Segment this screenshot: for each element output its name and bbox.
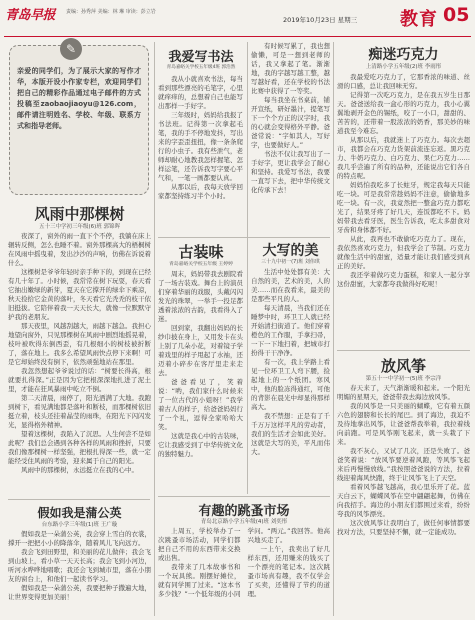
editor-credits: 责编：孙秀萍 美编：林 琳 审读：彭立岩 xyxy=(66,9,156,15)
column-divider xyxy=(154,42,155,616)
paragraph: 回到家，我翻出妈妈的长纱巾披在身上，又用发卡在头上别了几朵小花，对着镜子学着戏里的样子甩起了水袖，还迈着小碎步在客厅里走来走去。 xyxy=(158,324,243,377)
article-body xyxy=(158,270,243,492)
article-title: 大写的美 xyxy=(262,243,319,259)
paragraph: 春天来了，天气渐渐暖和起来。一个阳光明媚的星期天，爸爸带我去海边放风筝。 xyxy=(337,384,470,401)
paragraph: 上周五，学校举办了一次跳蚤市场活动，同学们都把自己不用的东西带来交换或出售。 xyxy=(158,527,241,562)
header-divider xyxy=(4,36,471,37)
paragraph: 书法不仅让我写出了一手好字，更让我学会了耐心和坚持。我爱写书法，我要一直写下去，把中华传统文化传承下去！ xyxy=(251,150,330,194)
paragraph: 每天清晨，当我们还在睡梦中时，环卫工人就已经开始清扫街道了。他们穿着橙色的工作服，手拿扫帚，一下一下地扫着，把城市打扮得干干净净。 xyxy=(251,304,330,357)
paragraph: 望着这棵树，我陷入了沉思。人生何尝不是如此呢？我们总会遇到各种各样的风雨和挫折，只要我们像那棵树一样坚强，把根扎得深一些，就一定能经受住风雨的考验，迎来属于自己的阳光。 xyxy=(8,430,151,465)
paragraph: 风雨中的那棵树，永远挺立在我的心中。 xyxy=(21,466,138,474)
article-divider xyxy=(337,350,470,351)
paragraph: 我忽然想起爷爷说过的话：“树要长得高，根就要扎得深。”正是因为它把根深深地扎进了泥土里，才能在狂风暴雨中屹立不倒。 xyxy=(8,367,151,393)
article-byline: 青岛嘉峪关学校五年级4班 郭浩然 xyxy=(166,65,236,70)
article-body xyxy=(8,530,151,616)
paragraph: 周末，妈妈带我去剧院看了一场古装戏。舞台上的演员们穿着华丽的戏服，头戴闪闪发光的珠翠，一举手一投足都透着浓浓的古韵，我看得入了迷。 xyxy=(158,270,243,323)
article-byline: 青岛嘉峪关学校五年级 王婷婷 xyxy=(169,262,233,267)
newspaper-logo: 青岛早报 xyxy=(5,8,56,23)
paragraph: 一上午，我卖出了好几样东西，还用赚来的钱买了一个漂亮的笔记本。这次跳蚤市场真有趣，我不仅学会了买卖，还懂得了节约的道理。 xyxy=(247,545,330,598)
section-name: 教育 xyxy=(400,9,438,30)
article-body xyxy=(158,75,243,235)
article-title: 痴迷巧克力 xyxy=(368,47,439,63)
paragraph: 假如我是一朵蒲公英，我会穿上雪白的衣裳，撑开一把把小小的降落伞，随着风儿飞向远方。 xyxy=(8,530,151,547)
article-body xyxy=(158,527,330,616)
article-byline: 三十九中初一(7)班 刘伟琪 xyxy=(261,259,320,265)
paragraph: 从此，我再也不敢偷吃巧克力了。现在，我依然喜欢巧克力，但我学会了节制。巧克力就像生活中的甜蜜，适量才能让我们感受到真正的美好。 xyxy=(337,235,470,270)
article-title: 风雨中那棵树 xyxy=(34,205,125,223)
paragraph: 从那以后，我就迷上了巧克力。每次去超市，我都会在巧克力货架前流连忘返。黑巧克力、牛奶巧克力、白巧克力、果仁巧克力……我几乎尝遍了所有的品种，还能说出它们各自的特点呢。 xyxy=(337,136,470,180)
paragraph: 我最爱吃巧克力了，它那香浓的味道、丝滑的口感，总让我回味无穷。 xyxy=(337,73,470,90)
article-title: 放风筝 xyxy=(380,357,426,375)
article-byline: 上清路小学五年级(2)班 李雨彤 xyxy=(365,64,442,70)
article-body xyxy=(8,232,151,496)
article-title: 古装味 xyxy=(178,243,224,261)
article-divider xyxy=(158,237,330,238)
page-number: 05 xyxy=(443,4,470,26)
article-byline: 青岛北京路小学五年级(4)班 刘奕彤 xyxy=(200,519,288,525)
notice-text: 亲爱的同学们，为了展示大家的写作才华，本版开设小作家专栏，欢迎同学们把自己的精彩作品通过电子邮件的方式投稿至zaobaojiaoyu@126.com，邮件请注明姓名、学校、年级、联系方式和指导老师。 xyxy=(17,67,141,130)
article-divider xyxy=(8,499,150,500)
paragraph: 假如我是一朵蒲公英，我要把种子撒遍大地，让世界变得更加美丽！ xyxy=(8,584,151,601)
paragraph: 我从小就喜欢书法，每当看到那些漂亮的毛笔字，心里就痒痒的，总想着自己也能写出那样一手好字。 xyxy=(158,75,243,110)
paragraph: 我会飞到田野里，和美丽的花儿做伴；我会飞到山坡上，看小草一天天长高；我会飞到小河边，听河水哗哗地唱歌；我还会飞到城市里，落在小朋友的窗台上，和他们一起读书学习。 xyxy=(8,548,151,583)
article-byline: 第五十一中学初一(5)班 李宗洋 xyxy=(365,376,442,382)
paragraph: 我不禁想：正是有了千千万万这样平凡的劳动者，我们的生活才会如此美好。这就是大写的美，平凡而伟大。 xyxy=(251,412,330,456)
paragraph: 第二天清晨，雨停了，阳光洒满了大地。我跑到树下，看见满地都是落叶和断枝，而那棵树依旧挺立着，枝头还挂着晶莹的雨珠，在阳光下闪闪发光，显得格外精神。 xyxy=(8,394,151,429)
article-body xyxy=(337,384,470,616)
article-divider xyxy=(158,496,330,497)
paragraph: 每当我坐在书桌前，铺开宣纸，研好墨汁，提笔写下一个个方正的汉字时，我的心就会变得格外平静。爸爸常说：“字如其人，写好字，也要做好人。” xyxy=(251,96,330,149)
column-divider xyxy=(247,42,248,494)
issue-date: 2019年10月23日 星期三 xyxy=(283,16,358,24)
paragraph: 有时候写累了，我也想偷懒，可是一想到老师的话，我又拿起了笔。渐渐地，我的字越写越工整，越写越好看，还在学校的书法比赛中获得了一等奖。 xyxy=(251,42,330,95)
paragraph: 我不灰心，又试了几次，还是失败了。爸爸笑着说：“放风筝要逆着风跑，等风筝飞起来后再慢慢放线。”我按照爸爸说的方法，拉着线迎着海风快跑，终于让风筝飞上了天空。 xyxy=(337,447,470,482)
paragraph: 我还学着做巧克力蛋糕，和家人一起分享这份甜蜜，大家都夸我做得好吃呢！ xyxy=(337,271,470,288)
article-title: 有趣的跳蚤市场 xyxy=(198,504,290,519)
paragraph: 记得第一次吃巧克力，是在我五岁生日那天。爸爸送给我一盒心形的巧克力，我小心翼翼地剥开金色的锡纸，咬了一小口，甜甜的、苦苦的，还带着一股浓浓的奶香，那美妙的味道我至今难忘。 xyxy=(337,91,470,135)
article-body xyxy=(337,73,470,347)
paragraph: 这棵树是爷爷年轻时亲手种下的，到现在已经有几十年了。小时候，我常常在树下玩耍，春天看它抽出嫩绿的新芽，夏天在它撑开的绿伞下乘凉，秋天捡拾它金黄的落叶，冬天看它光秃秃的枝干依旧挺拔。它陪伴着我一天天长大，就像一位默默守护我的老朋友。 xyxy=(8,268,151,321)
article-body-continued xyxy=(251,42,330,235)
article-body xyxy=(251,268,330,492)
paragraph: 我带来了几本故事书和一个玩具熊。刚摆好摊位，就有同学围了过来。“这本书多少钱？”一个低年级的小同学问。“两元。”我回答。他高兴地买走了。 xyxy=(158,527,330,598)
paragraph: 看着风筝越飞越高，我心里乐开了花。蓝天白云下，蝴蝶风筝在空中翩翩起舞，仿佛在向我招手。海边的小朋友们都围过来看，纷纷夸我的风筝漂亮。 xyxy=(337,483,470,518)
article-byline: 五十三中学初三年级(6)班 郭锦晖 xyxy=(38,224,121,230)
paragraph: 生活中处处都有美：大自然的美，艺术的美，人的美……而在我看来，最美的是那些平凡的人。 xyxy=(251,268,330,303)
submission-notice xyxy=(9,45,149,195)
article-byline: 台东路小学三年级(1)班 王广璇 xyxy=(41,522,118,528)
column-divider xyxy=(333,42,334,616)
paragraph: 妈妈怕我吃多了长蛀牙，规定我每天只能吃一块。可是我常常趁妈妈不注意，偷偷地多吃一块。有一次，我竟然把一整盒巧克力都吃光了，结果牙疼了好几天，连饭都吃不下。妈妈带我去看牙医，医生告诉我，吃太多甜食对牙齿和身体都不好。 xyxy=(337,181,470,234)
paragraph: 从那以后，我每天放学回家都坚持练习半个小时。 xyxy=(158,183,243,200)
paragraph: 夜深了，窗外的雨一直下个不停，我躺在床上辗转反侧，怎么也睡不着。窗外那棵高大的梧桐树在风雨中摇曳着，发出沙沙的声响，仿佛在诉说着什么。 xyxy=(8,232,151,267)
article-title: 假如我是蒲公英 xyxy=(37,506,122,520)
paragraph: 我的风筝是一只美丽的蝴蝶，它有着五颜六色的翅膀和长长的尾巴。到了海边，我迫不及待地拿出风筝，让爸爸帮我举着，我拉着线向前跑。可是风筝刚飞起来，就一头栽了下来。 xyxy=(337,402,470,446)
paragraph: 爸爸看见了，笑着说：“哟，我们家什么时候来了一位古代的小姐呀！”我学着古人的样子，给爸爸妈妈行了一个礼，逗得全家哈哈大笑。 xyxy=(158,378,243,431)
paragraph: 那天夜里，风越刮越大，雨越下越急。我担心地望向窗外，只见那棵树在风雨中剧烈地摇晃着，枝叶被吹得东倒西歪，有几根细小的树枝被折断了，落在地上。我多么希望风雨快点停下来啊！可是它却始终没有倒下，依然顽强地站在那里。 xyxy=(8,322,151,366)
article-title: 我爱写书法 xyxy=(168,50,234,65)
paragraph: 这次放风筝让我明白了，做任何事情都要找对方法，只要坚持不懈，就一定能成功。 xyxy=(337,519,470,536)
paragraph: 这就是我心中的古装味，它让我感受到了中华传统文化的独特魅力。 xyxy=(158,432,243,458)
paragraph: 有一次，我上学路上看见一位环卫工人弯下腰，捡起地上的一个纸团。寒风中，他的脸冻得通红，可他的背影在晨光中却显得那样高大。 xyxy=(251,358,330,411)
paragraph: 三年级时，妈妈给我报了书法班。记得第一次拿起毛笔，我的手不停地发抖，写出来的字歪歪扭扭，像一条条爬行的小虫子。我有些泄气，老师却耐心地教我怎样握笔、怎样运笔，还告诉我写字要心平气和，一笔一画都要认真。 xyxy=(158,111,243,182)
pen-icon: ✎ xyxy=(60,38,82,60)
